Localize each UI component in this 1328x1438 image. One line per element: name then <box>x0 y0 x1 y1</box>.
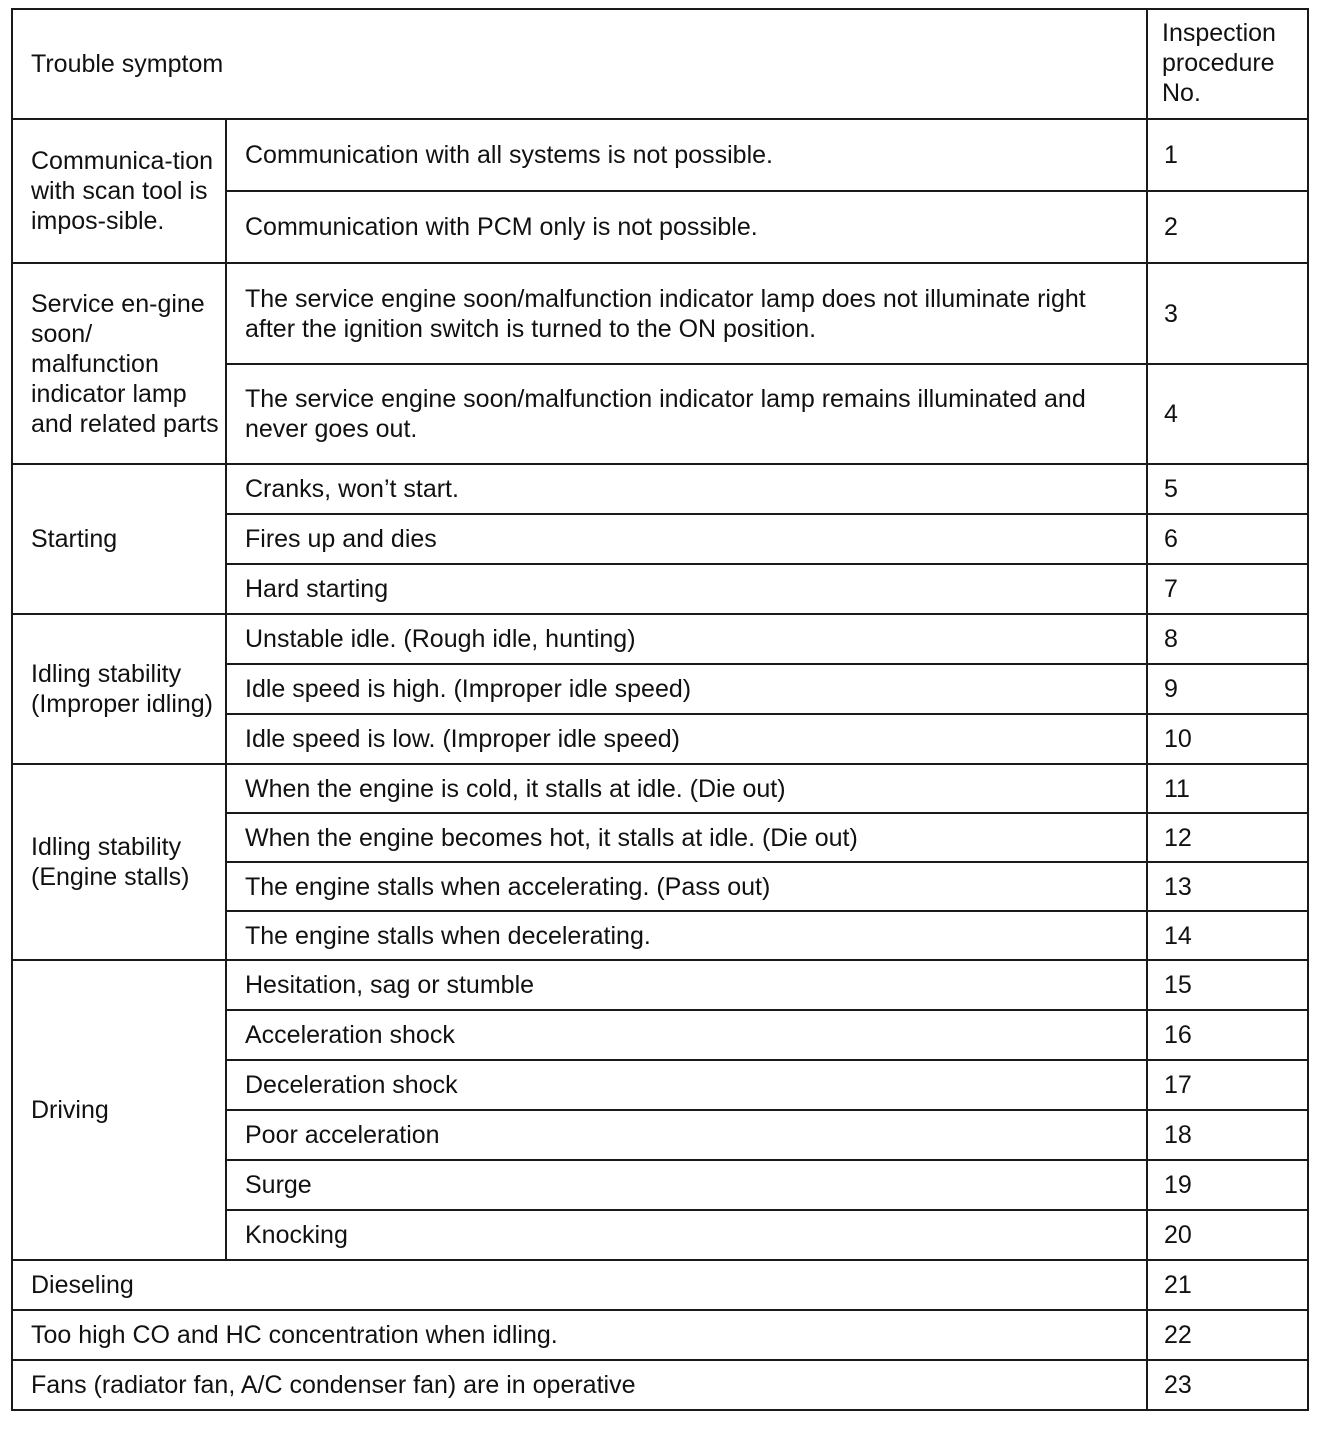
procedure-number: 2 <box>1147 191 1308 263</box>
header-inspection-procedure-no: Inspection procedure No. <box>1147 9 1308 119</box>
category-idling-stalls: Idling stability (Engine stalls) <box>12 764 226 960</box>
table-header-row <box>12 9 1308 119</box>
symptom-cell: Poor acceleration <box>226 1110 1147 1160</box>
symptom-cell: Too high CO and HC concentration when idling. <box>12 1310 1147 1360</box>
category-starting: Starting <box>12 464 226 614</box>
trouble-symptom-table <box>11 8 1309 1411</box>
procedure-number: 8 <box>1147 614 1308 664</box>
procedure-number: 7 <box>1147 564 1308 614</box>
procedure-number: 18 <box>1147 1110 1308 1160</box>
category-driving: Driving <box>12 960 226 1260</box>
header-trouble-symptom: Trouble symptom <box>12 9 1147 119</box>
symptom-cell: Surge <box>226 1160 1147 1210</box>
procedure-number: 13 <box>1147 862 1308 911</box>
procedure-number: 9 <box>1147 664 1308 714</box>
symptom-cell: Cranks, won’t start. <box>226 464 1147 514</box>
symptom-cell: The service engine soon/malfunction indicator lamp does not illuminate right after the ignition switch is turned to the ON position. <box>226 263 1147 364</box>
symptom-cell: When the engine becomes hot, it stalls at idle. (Die out) <box>226 813 1147 862</box>
symptom-cell: Hard starting <box>226 564 1147 614</box>
symptom-cell: Communication with all systems is not possible. <box>226 119 1147 191</box>
symptom-cell: Deceleration shock <box>226 1060 1147 1110</box>
table-row <box>12 1310 1308 1360</box>
category-communication: Communica-tion with scan tool is impos-sible. <box>12 119 226 263</box>
procedure-number: 23 <box>1147 1360 1308 1410</box>
symptom-cell: The engine stalls when accelerating. (Pass out) <box>226 862 1147 911</box>
table-row <box>12 1260 1308 1310</box>
procedure-number: 17 <box>1147 1060 1308 1110</box>
table-row <box>12 119 1308 191</box>
symptom-cell: The service engine soon/malfunction indicator lamp remains illuminated and never goes out. <box>226 364 1147 464</box>
procedure-number: 6 <box>1147 514 1308 564</box>
procedure-number: 12 <box>1147 813 1308 862</box>
table-row <box>12 614 1308 664</box>
table-row <box>12 464 1308 514</box>
procedure-number: 1 <box>1147 119 1308 191</box>
procedure-number: 21 <box>1147 1260 1308 1310</box>
procedure-number: 11 <box>1147 764 1308 813</box>
symptom-cell: Acceleration shock <box>226 1010 1147 1060</box>
symptom-cell: Dieseling <box>12 1260 1147 1310</box>
symptom-cell: Communication with PCM only is not possible. <box>226 191 1147 263</box>
procedure-number: 10 <box>1147 714 1308 764</box>
procedure-number: 16 <box>1147 1010 1308 1060</box>
category-indicator-lamp: Service en-gine soon/ malfunction indicator lamp and related parts <box>12 263 226 464</box>
category-idling-improper: Idling stability (Improper idling) <box>12 614 226 764</box>
procedure-number: 5 <box>1147 464 1308 514</box>
symptom-cell: When the engine is cold, it stalls at idle. (Die out) <box>226 764 1147 813</box>
procedure-number: 14 <box>1147 911 1308 960</box>
table-row <box>12 960 1308 1010</box>
procedure-number: 4 <box>1147 364 1308 464</box>
symptom-cell: Fires up and dies <box>226 514 1147 564</box>
symptom-cell: Fans (radiator fan, A/C condenser fan) are in operative <box>12 1360 1147 1410</box>
symptom-cell: Hesitation, sag or stumble <box>226 960 1147 1010</box>
procedure-number: 3 <box>1147 263 1308 364</box>
procedure-number: 19 <box>1147 1160 1308 1210</box>
symptom-cell: Idle speed is low. (Improper idle speed) <box>226 714 1147 764</box>
symptom-cell: The engine stalls when decelerating. <box>226 911 1147 960</box>
procedure-number: 20 <box>1147 1210 1308 1260</box>
symptom-cell: Knocking <box>226 1210 1147 1260</box>
table-row <box>12 764 1308 813</box>
symptom-cell: Unstable idle. (Rough idle, hunting) <box>226 614 1147 664</box>
symptom-cell: Idle speed is high. (Improper idle speed) <box>226 664 1147 714</box>
procedure-number: 22 <box>1147 1310 1308 1360</box>
table-row <box>12 263 1308 364</box>
procedure-number: 15 <box>1147 960 1308 1010</box>
table-row <box>12 1360 1308 1410</box>
